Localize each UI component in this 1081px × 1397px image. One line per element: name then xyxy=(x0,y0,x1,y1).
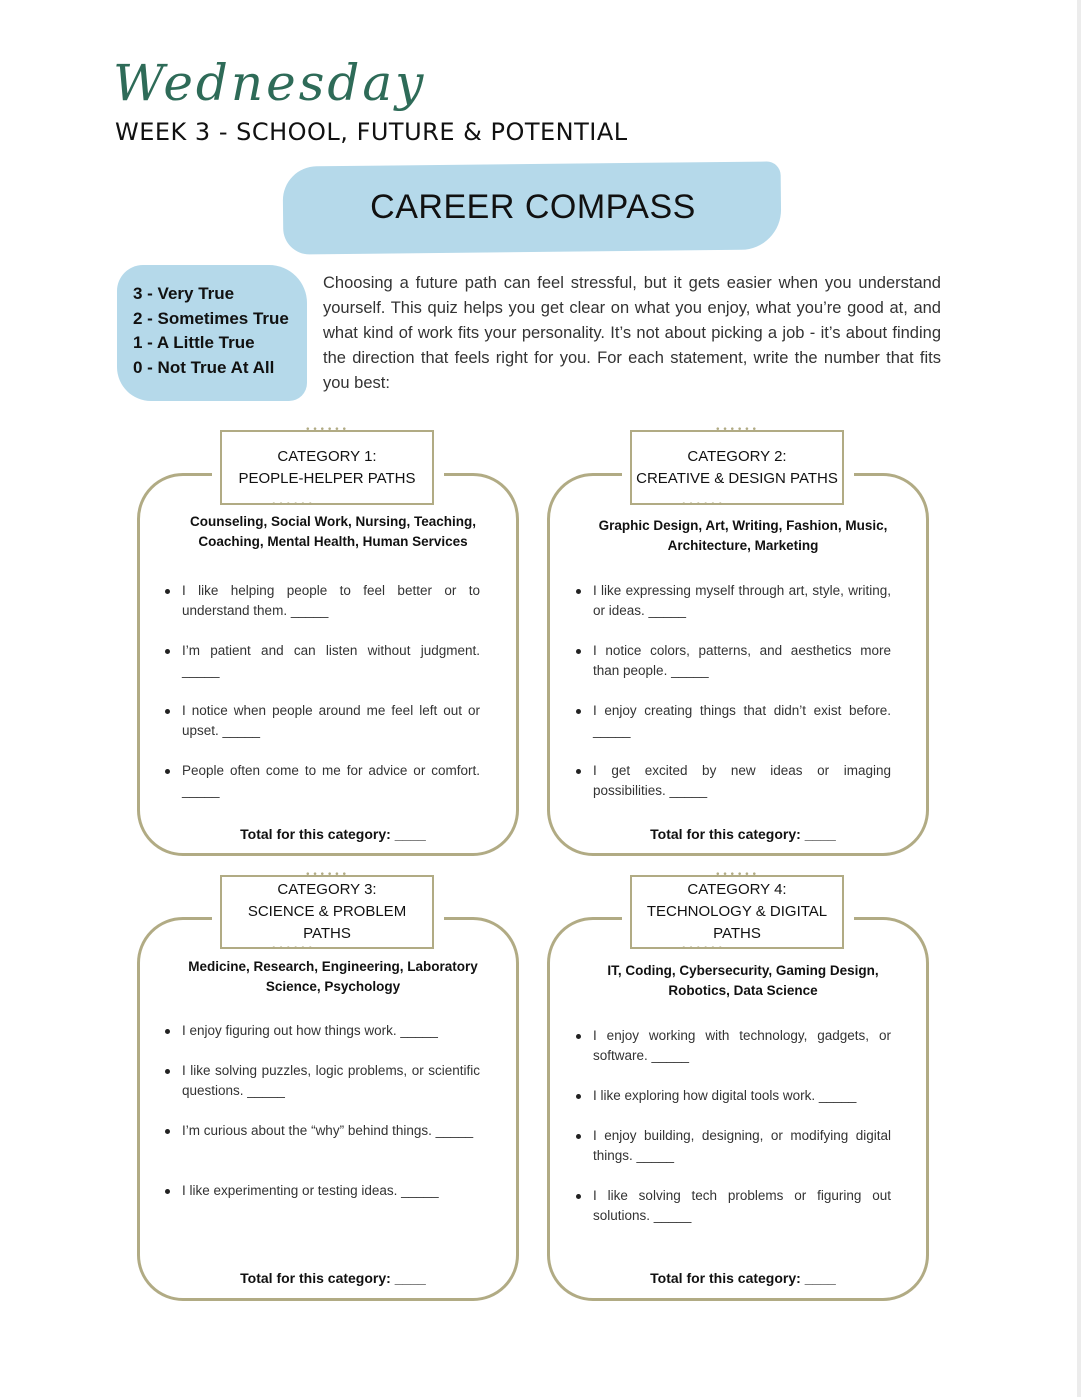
dots-decoration: •••••• xyxy=(681,944,725,954)
statement-item: I enjoy creating things that didn’t exist before. _____ xyxy=(593,701,891,741)
statement-list xyxy=(164,1021,480,1241)
category-name: PEOPLE-HELPER PATHS xyxy=(238,469,416,487)
day-heading: Wednesday xyxy=(113,54,427,112)
dots-decoration: •••••• xyxy=(681,500,725,510)
statement-item: People often come to me for advice or comfort. _____ xyxy=(182,761,480,801)
dots-decoration: •••••• xyxy=(715,425,759,435)
statement-item: I like solving tech problems or figuring out solutions. _____ xyxy=(593,1186,891,1226)
category-number: CATEGORY 4: xyxy=(687,881,787,898)
statement-item: I like expressing myself through art, style, writing, or ideas. _____ xyxy=(593,581,891,621)
statement-item: I like solving puzzles, logic problems, or scientific questions. _____ xyxy=(182,1061,480,1101)
category-fields: IT, Coding, Cybersecurity, Gaming Design, Robotics, Data Science xyxy=(607,963,879,998)
statement-item: I like helping people to feel better or to understand them. _____ xyxy=(182,581,480,621)
statement-item: I like experimenting or testing ideas. _____ xyxy=(182,1181,480,1221)
dots-decoration: •••••• xyxy=(305,425,349,435)
category-total: Total for this category: ____ xyxy=(240,826,426,842)
statement-item: I enjoy figuring out how things work. _____ xyxy=(182,1021,480,1041)
statement-item: I notice colors, patterns, and aesthetics more than people. _____ xyxy=(593,641,891,681)
category-fields: Counseling, Social Work, Nursing, Teaching, Coaching, Mental Health, Human Services xyxy=(189,514,477,549)
category-name: CREATIVE & DESIGN PATHS xyxy=(636,469,838,487)
statement-list xyxy=(575,581,891,821)
statement-item: I enjoy building, designing, or modifying digital things. _____ xyxy=(593,1126,891,1166)
statement-item: I notice when people around me feel left out or upset. _____ xyxy=(182,701,480,741)
category-label xyxy=(630,430,844,505)
category-fields: Medicine, Research, Engineering, Laboratory Science, Psychology xyxy=(188,959,478,994)
week-title: WEEK 3 - SCHOOL, FUTURE & POTENTIAL xyxy=(115,118,628,146)
intro-paragraph: Choosing a future path can feel stressful, but it gets easier when you understand yourself. This quiz helps you get clear on what you enjoy, what you’re good at, and what kind of work fits your personality. It’s not about picking a job - it’s about finding the direction that feels right for you. For each statement, write the number that fits you best: xyxy=(323,274,941,392)
statement-list xyxy=(575,1026,891,1246)
page-title: CAREER COMPASS xyxy=(370,188,696,226)
category-total: Total for this category: ____ xyxy=(650,1270,836,1286)
category-name: SCIENCE & PROBLEM xyxy=(247,903,407,920)
category-label xyxy=(630,875,844,949)
category-label xyxy=(220,875,434,949)
statement-item: I’m curious about the “why” behind things. _____ xyxy=(182,1121,480,1161)
dots-decoration: •••••• xyxy=(271,500,315,510)
category-number: CATEGORY 1: xyxy=(277,447,377,465)
category-name-cont: PATHS xyxy=(303,925,351,942)
category-number: CATEGORY 2: xyxy=(687,447,787,465)
statement-item: I get excited by new ideas or imaging possibilities. _____ xyxy=(593,761,891,801)
dots-decoration: •••••• xyxy=(715,870,759,880)
dots-decoration: •••••• xyxy=(305,870,349,880)
rating-scale-item: 1 - A Little True xyxy=(133,333,255,352)
category-total: Total for this category: ____ xyxy=(650,826,836,842)
rating-scale-item: 3 - Very True xyxy=(133,284,235,303)
category-fields: Graphic Design, Art, Writing, Fashion, Music, Architecture, Marketing xyxy=(598,518,888,553)
category-name: TECHNOLOGY & DIGITAL xyxy=(646,903,828,920)
scrollbar[interactable] xyxy=(1077,0,1081,1397)
category-label xyxy=(220,430,434,505)
rating-scale-item: 2 - Sometimes True xyxy=(133,308,289,328)
statement-list xyxy=(164,581,480,821)
category-name-cont: PATHS xyxy=(713,925,761,942)
category-total: Total for this category: ____ xyxy=(240,1270,426,1286)
dots-decoration: •••••• xyxy=(271,944,315,954)
category-number: CATEGORY 3: xyxy=(277,881,377,898)
statement-item: I’m patient and can listen without judgment. _____ xyxy=(182,641,480,681)
rating-scale-item: 0 - Not True At All xyxy=(133,357,275,377)
statement-item: I like exploring how digital tools work. _____ xyxy=(593,1086,891,1106)
rating-scale-list xyxy=(133,282,289,380)
statement-item: I enjoy working with technology, gadgets, or software. _____ xyxy=(593,1026,891,1066)
